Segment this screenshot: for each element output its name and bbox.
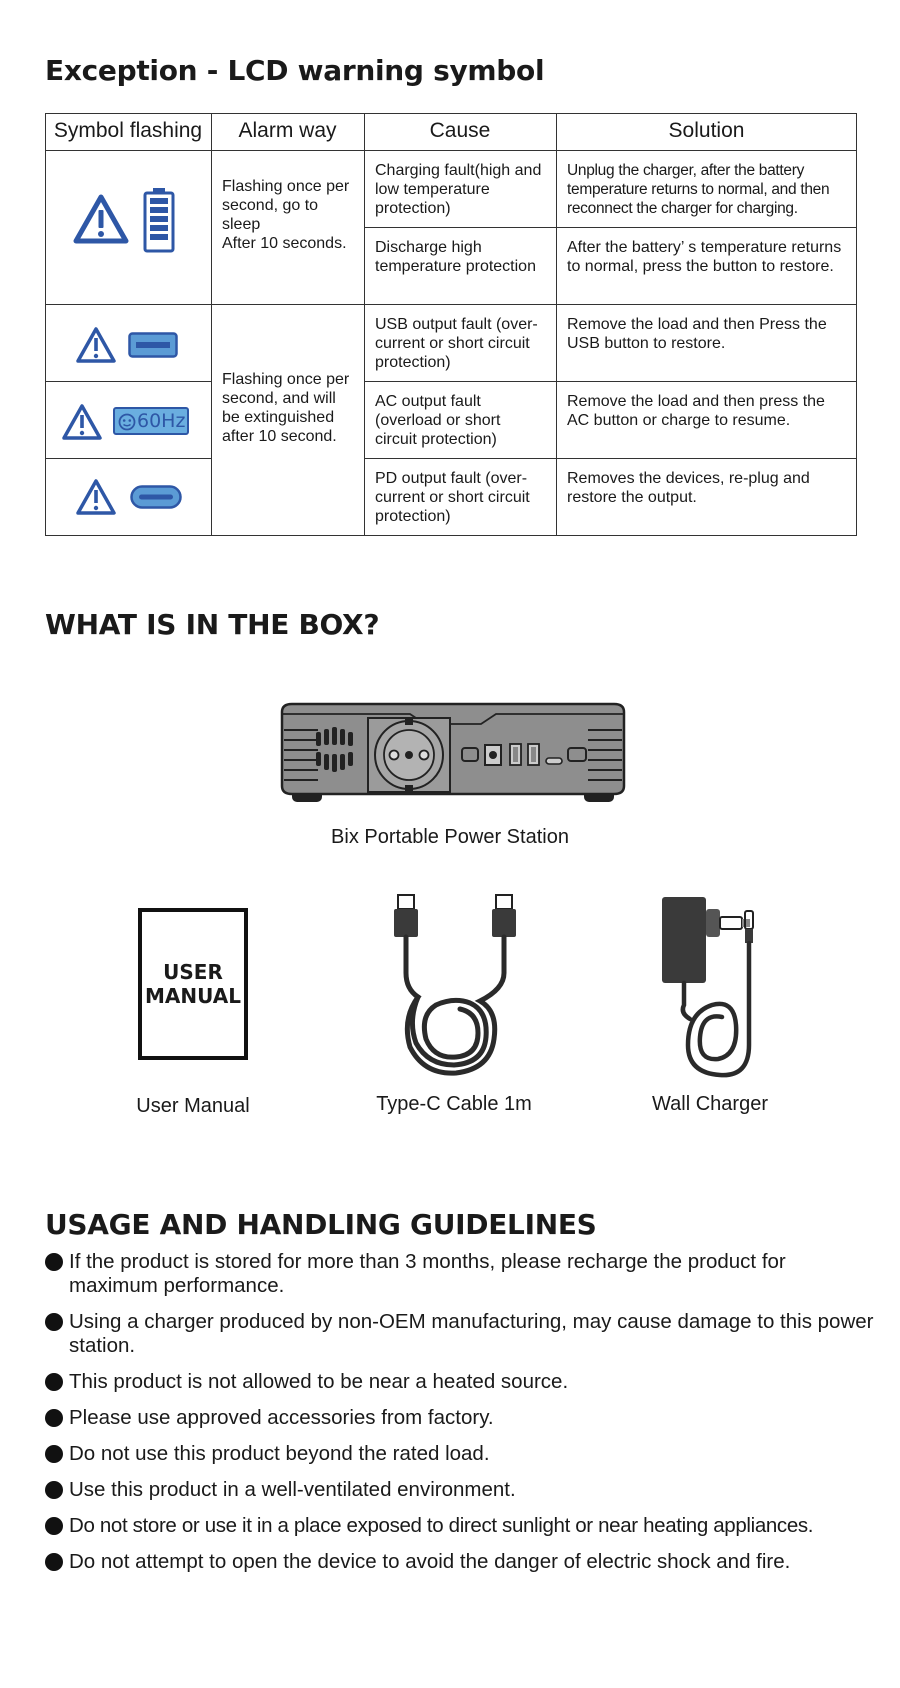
exception-title: Exception - LCD warning symbol: [45, 54, 545, 87]
bullet-icon: [45, 1373, 63, 1391]
warning-table: [45, 113, 857, 536]
guideline-text: Do not use this product beyond the rated load.: [69, 1442, 490, 1465]
bullet-icon: [45, 1553, 63, 1571]
bullet-icon: [45, 1253, 63, 1271]
wall-charger-image: [660, 895, 770, 1080]
guideline-text: Do not attempt to open the device to avoid the danger of electric shock and fire.: [69, 1550, 791, 1573]
list-item: [45, 1442, 875, 1466]
cause-ac: AC output fault (overload or short circuit protection): [375, 393, 501, 448]
cause-discharge: Discharge high temperature protection: [375, 239, 536, 275]
battery-icon: [142, 187, 176, 253]
header-cause: Cause: [429, 119, 491, 142]
list-item: [45, 1310, 875, 1358]
guideline-text: Using a charger produced by non-OEM manufacturing, may cause damage to this power station.: [69, 1310, 874, 1357]
header-alarm: Alarm way: [238, 119, 337, 142]
list-item: [45, 1370, 875, 1394]
type-c-cable-image: [380, 893, 530, 1078]
manual-cover-text: [142, 960, 244, 1008]
user-manual-image: [138, 908, 248, 1060]
power-station-image: [280, 700, 626, 804]
warning-triangle-icon: [72, 193, 130, 245]
list-item: [45, 1478, 875, 1502]
cause-usb: USB output fault (over-current or short circuit protection): [375, 316, 538, 371]
solution-charging: Unplug the charger, after the battery temperature returns to normal, and then reconnect the charger for charging.: [567, 162, 830, 217]
alarm-extinguish: Flashing once per second, and will be extinguished after 10 second.: [222, 371, 350, 445]
guideline-text: Use this product in a well-ventilated environment.: [69, 1478, 516, 1501]
warning-triangle-icon: [75, 326, 117, 364]
solution-ac: Remove the load and then press the AC button or charge to resume.: [567, 393, 825, 429]
ac-lcd-icon: [113, 407, 189, 435]
list-item: [45, 1250, 875, 1298]
usage-title: USAGE AND HANDLING GUIDELINES: [45, 1208, 597, 1241]
solution-discharge: After the battery’ s temperature returns to normal, press the button to restore.: [567, 239, 842, 275]
bullet-icon: [45, 1481, 63, 1499]
guideline-text: This product is not allowed to be near a heated source.: [69, 1370, 569, 1393]
cause-charging: Charging fault(high and low temperature protection): [375, 162, 542, 217]
header-symbol: Symbol flashing: [53, 119, 203, 142]
type-c-port-icon: [130, 485, 182, 509]
wall-charger-caption: Wall Charger: [652, 1093, 768, 1115]
solution-usb: Remove the load and then Press the USB button to restore.: [567, 316, 827, 352]
usb-port-icon: [128, 332, 178, 358]
cause-pd: PD output fault (over-current or short circuit protection): [375, 470, 530, 525]
type-c-cable-caption: Type-C Cable 1m: [376, 1093, 532, 1115]
list-item: [45, 1514, 875, 1538]
socket-face-icon: [118, 413, 136, 431]
guideline-text: If the product is stored for more than 3 months, please recharge the product for maximum performance.: [69, 1250, 786, 1297]
manual-cover-line: USER: [163, 960, 223, 984]
user-manual-caption: User Manual: [136, 1095, 250, 1117]
lcd-frequency: 60Hz: [137, 410, 186, 432]
box-title: WHAT IS IN THE BOX?: [45, 608, 380, 641]
guidelines-list: [45, 1250, 875, 1586]
list-item: [45, 1406, 875, 1430]
bullet-icon: [45, 1313, 63, 1331]
guideline-text: Do not store or use it in a place exposed to direct sunlight or near heating appliances.: [69, 1514, 814, 1537]
bullet-icon: [45, 1445, 63, 1463]
warning-triangle-icon: [61, 403, 103, 441]
list-item: [45, 1550, 875, 1574]
manual-cover-line: MANUAL: [145, 984, 241, 1008]
alarm-sleep: Flashing once per second, go to sleep After 10 seconds.: [222, 178, 350, 252]
warning-triangle-icon: [75, 478, 117, 516]
header-solution: Solution: [668, 119, 745, 142]
bullet-icon: [45, 1409, 63, 1427]
bullet-icon: [45, 1517, 63, 1535]
power-station-caption: Bix Portable Power Station: [331, 826, 569, 848]
guideline-text: Please use approved accessories from factory.: [69, 1406, 494, 1429]
solution-pd: Removes the devices, re-plug and restore the output.: [567, 470, 810, 506]
